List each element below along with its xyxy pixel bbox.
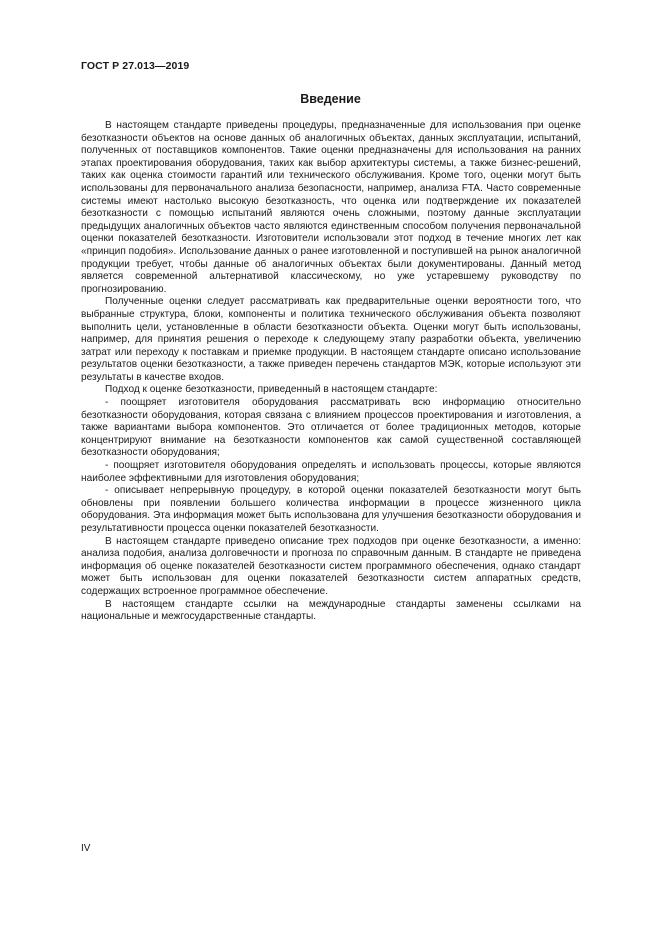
paragraph-intro: В настоящем стандарте приведены процедуры, предназначенные для использования при оценке безотказности объектов на основе данных об аналогичных объектах, данных эксплуатации, испытаний, полученных от поставщиков компонентов. Такие оценки предназначены для использования на ранних этапах проектирования оборудования, таких как выбор архитектуры системы, а также бизнес-решений, таких как оценка стоимости гарантий или технического обслуживания. Кроме того, оценки могут быть использованы для первоначального анализа безопасности, например, анализа FTA. Часто современные системы имеют настолько высокую безотказность, что оценка или подтверждение их показателей безотказности с помощью испытаний являются очень сложными, поэтому данные эксплуатации предыдущих аналогичных объектов часто являются единственным способом получения первоначальной оценки показателей безотказности. Изготовители использовали этот подход в течение многих лет как «принцип подобия». Использование данных о ранее изготовленной и поступившей на рынок аналогичной продукции требует, чтобы данные об аналогичных объектах были документированы. Данный метод является современной альтернативой классическому, но уже устаревшему руководству по прогнозированию. [81, 120, 581, 295]
paragraph-three-approaches: В настоящем стандарте приведено описание трех подходов при оценке безотказности, а именно: анализа подобия, анализа долговечности и прогноза по справочным данным. В стандарте не приведена информация об оценке показателей безотказности систем программного обеспечения, однако стандарт может быть использован для оценки показателей безотказности систем аппаратных средств, содержащих встроенное программное обеспечение. [81, 535, 581, 597]
paragraph-approach-lead: Подход к оценке безотказности, приведенный в настоящем стандарте: [105, 384, 438, 396]
list-item: - поощряет изготовителя оборудования рассматривать всю информацию относительно безотказности оборудования, которая связана с влиянием процессов проектирования и изготовления, а также вариантами выбора компонентов. Это отличается от более традиционных методов, которые концентрируют внимание на безотказности компонентов как самой существенной составляющей безотказности оборудования; [81, 397, 581, 459]
paragraph-references: В настоящем стандарте ссылки на международные стандарты заменены ссылками на национальные и межгосударственные стандарты. [81, 598, 581, 623]
paragraph-estimates: Полученные оценки следует рассматривать как предварительные оценки вероятности того, что выбранные структура, блоки, компоненты и политика технического обслуживания объекта позволяют выполнить цели, установленные в области безотказности объекта. Оценки могут быть использованы, например, для принятия решения о переходе к следующему этапу разработки объекта, увеличению затрат или переходу к поставкам и приемке продукции. В настоящем стандарте описано использование результатов оценки безотказности, а также приведен перечень стандартов МЭК, которые используют эти результаты в качестве входов. [81, 296, 581, 383]
body-text [81, 120, 581, 624]
standard-designation: ГОСТ Р 27.013—2019 [81, 60, 190, 72]
page-number: IV [81, 843, 91, 854]
list-item: - описывает непрерывную процедуру, в которой оценки показателей безотказности могут быть обновлены при появлении большего количества информации в процессе жизненного цикла оборудования. Эта информация может быть использована для улучшения безотказности оборудования и результативности процесса оценки показателей безотказности. [81, 485, 581, 534]
section-title: Введение [300, 92, 361, 106]
list-item: - поощряет изготовителя оборудования определять и использовать процессы, которые являются наиболее эффективными для изготовления оборудования; [81, 460, 581, 484]
